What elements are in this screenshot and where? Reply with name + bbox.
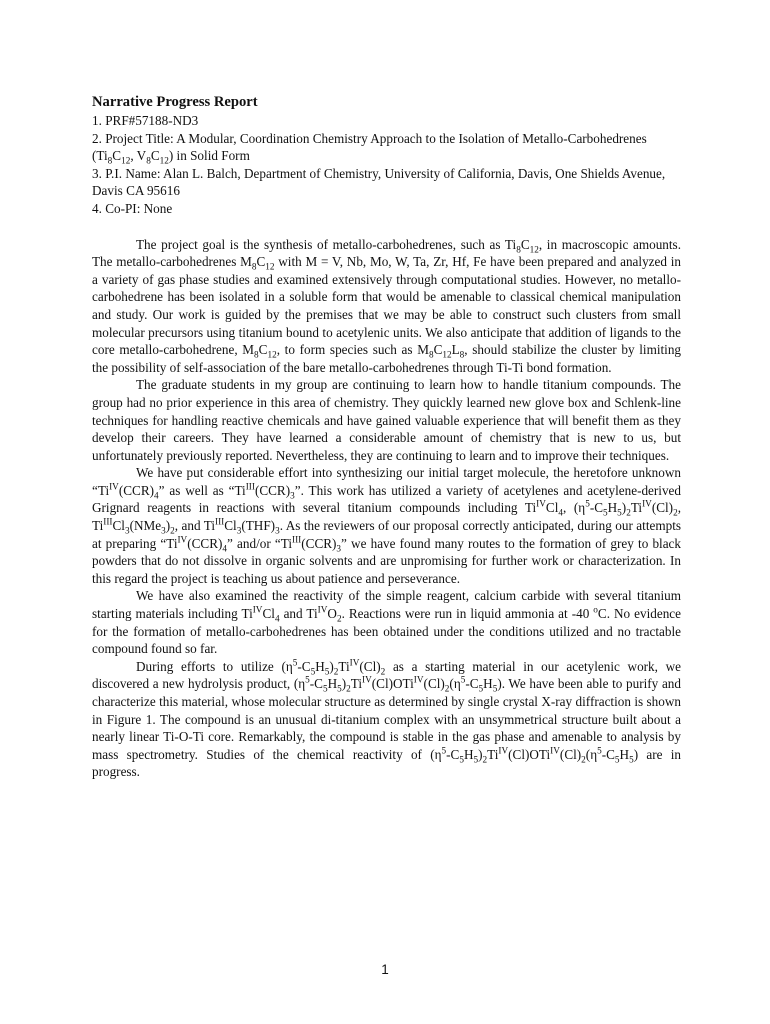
header-info: [92, 112, 681, 218]
paragraph-project-goal: The project goal is the synthesis of metallo-carbohedrenes, such as $Ti_8C_{12}$, in macroscopic amounts. The metallo-carbohedrenes $M_8C_{12}$ with M = V, Nb, Mo, W, Ta, Zr, Hf, Fe have been prepared and analyzed in a variety of gas phase studies and examined extensively through computational studies. However, no metallo-carbohedrene has been isolated in a soluble form that would be amenable to classical chemical manipulation and study. Our work is guided by the premises that we may be able to construct such clusters from small molecular precursors using titanium bound to acetylenic units. We also anticipate that addition of ligands to the core metallo-carbohedrene, $M_8C_{12}$, to form species such as $M_8C_{12}L_8$, should stabilize the cluster by limiting the possibility of self-association of the bare metallo-carbohedrenes through Ti-Ti bond formation.: [92, 236, 682, 375]
header-item-co-pi: 4. Co-PI: None: [92, 200, 173, 216]
report-title: Narrative Progress Report: [92, 94, 258, 110]
paragraph-hydrolysis-product: During efforts to utilize $(\eta^5-C_5H_5)_2Ti^{IV}(Cl)_2$ as a starting material in our acetylenic work, we discovered a new hydrolysis product, $(\eta^5-C_5H_5)_2Ti^{IV}(Cl)OTi^{IV}(Cl)_2(\eta^5-C_5H_5)$. We have been able to purify and characterize this material, whose molecular structure as determined by single crystal X-ray diffraction is shown in Figure 1. The compound is an unusual di-titanium complex with an unsymmetrical structure built about a nearly linear Ti-O-Ti core. Remarkably, the compound is stable in the gas phase and amenable to analysis by mass spectrometry. Studies of the chemical reactivity of $(\eta^5-C_5H_5)_2Ti^{IV}(Cl)OTi^{IV}(Cl)_2(\eta^5-C_5H_5)$ are in progress.: [92, 657, 681, 780]
report-body: [92, 93, 681, 781]
section-spacer: [92, 218, 681, 236]
header-item-pi-name: 3. P.I. Name: Alan L. Balch, Department of Chemistry, University of California, Davis, One Shields Avenue, Davis CA 95616: [92, 165, 666, 199]
header-item-prf: 1. PRF#57188-ND3: [92, 113, 199, 128]
paragraph-graduate-students: The graduate students in my group are continuing to learn how to handle titanium compounds. The group had no prior experience in this area of chemistry. They quickly learned new glove box and Schlenk-line techniques for handling reactive chemicals and have gained valuable experience that will benefit them as they develop their careers. They have learned a considerable amount of chemistry that is new to us, but unfortunately previously reported. Nevertheless, they are continuing to learn and to improve their techniques.: [92, 377, 681, 463]
page-number: 1: [381, 962, 389, 977]
header-item-project-title: 2. Project Title: A Modular, Coordination Chemistry Approach to the Isolation of Metallo-Carbohedrenes ($Ti_8C_{12}$, $V_8C_{12}$) in Solid Form: [92, 130, 647, 166]
paragraph-synthesis-efforts: We have put considerable effort into synthesizing our initial target molecule, the heretofore unknown “$Ti^{IV}(CCR)_4$” as well as “$Ti^{III}(CCR)_3$”. This work has utilized a variety of acetylenes and acetylene-derived Grignard reagents in reactions with several titanium compounds including $Ti^{IV}Cl_4$, $(\eta^5-C_5H_5)_2Ti^{IV}(Cl)_2$, $Ti^{III}Cl_3(NMe_3)_2$, and $Ti^{III}Cl_3(THF)_3$. As the reviewers of our proposal correctly anticipated, during our attempts at preparing “$Ti^{IV}(CCR)_4$” and/or “$Ti^{III}(CCR)_3$” we have found many routes to the formation of grey to black powders that do not dissolve in organic solvents and are unpromising for further work or characterization. In this regard the project is teaching us about patience and perseverance.: [92, 465, 682, 586]
paragraph-calcium-carbide: We have also examined the reactivity of the simple reagent, calcium carbide with several titanium starting materials including $Ti^{IV}Cl_4$ and $Ti^{IV}O_2$. Reactions were run in liquid ammonia at -40 $^o$C. No evidence for the formation of metallo-carbohedrenes has been obtained under the conditions utilized and no tractable compound found so far.: [92, 588, 681, 657]
